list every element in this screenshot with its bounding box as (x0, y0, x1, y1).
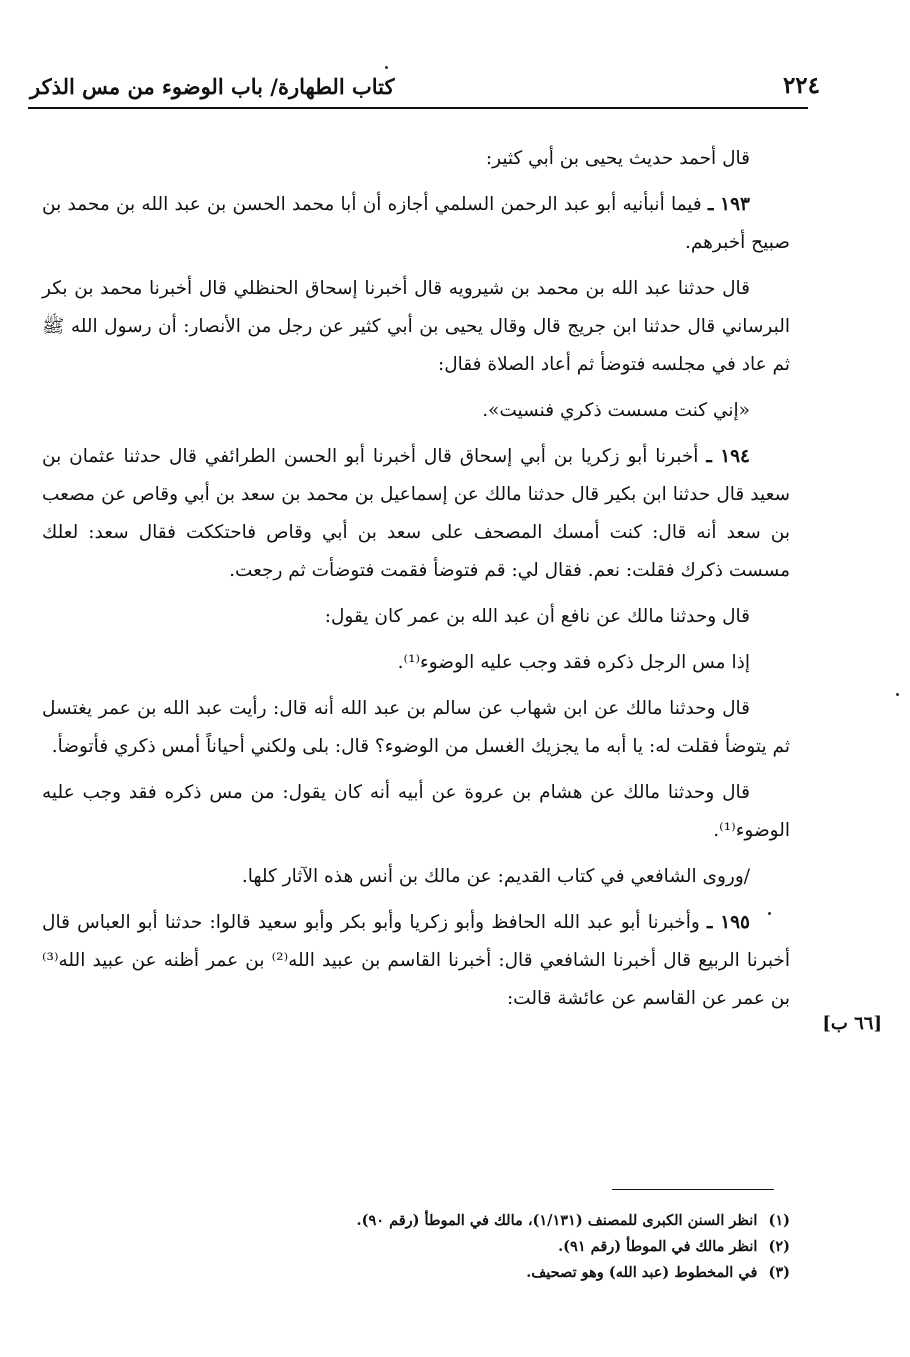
footnote-number: (٢) (768, 1238, 790, 1255)
scan-speck (385, 66, 388, 69)
paragraph-text: قال وحدثنا مالك عن هشام بن عروة عن أبيه أنه كان يقول: من مس ذكره فقد وجب عليه الوضوء⁽¹⁾. (42, 782, 790, 841)
paragraph (42, 690, 790, 766)
footnote (150, 1260, 790, 1286)
paragraph-text: إذا مس الرجل ذكره فقد وجب عليه الوضوء⁽¹⁾. (397, 652, 750, 673)
paragraph-text: قال وحدثنا مالك عن ابن شهاب عن سالم بن عبد الله أنه قال: رأيت عبد الله بن عمر يغتسل ثم يتوضأ فقلت له: يا أبه ما يجزيك الغسل من الوضوء؟ قال: بلى ولكني أحياناً أمس ذكري فأتوضأ. (42, 698, 790, 757)
footnote-text: انظر السنن الكبرى للمصنف (١/١٣١)، مالك في الموطأ (رقم ٩٠). (356, 1212, 758, 1229)
paragraph (42, 774, 790, 850)
hadith-number: ١٩٣ ـ (707, 194, 750, 215)
scan-speck (768, 912, 771, 915)
paragraph-text: أخبرنا أبو زكريا بن أبي إسحاق قال أخبرنا أبو الحسن الطرائفي قال حدثنا عثمان بن سعيد قال حدثنا ابن بكير قال حدثنا مالك عن إسماعيل بن محمد بن سعد بن أبي وقاص عن مصعب بن سعد أنه قال: كنت أمسك المصحف على سعد بن أبي وقاص فاحتككت فقال سعد: لعلك مسست ذكرك فقلت: نعم. فقال لي: قم فتوضأ فقمت فتوضأت ثم رجعت. (42, 446, 790, 581)
footnote (150, 1234, 790, 1260)
footnote-text: انظر مالك في الموطأ (رقم ٩١). (558, 1238, 758, 1255)
paragraph-hadith-193 (42, 186, 790, 262)
paragraph-hadith-195 (42, 904, 790, 1018)
hadith-number: ١٩٥ ـ (707, 912, 750, 933)
page-number: ٢٢٤ (782, 72, 820, 99)
manuscript-folio-note: [٦٦ ب] (822, 1013, 882, 1034)
paragraph-hadith-194 (42, 438, 790, 590)
main-text (42, 140, 790, 1026)
paragraph (42, 858, 790, 896)
footnote-number: (٣) (768, 1264, 790, 1281)
paragraph-text: فيما أنبأنيه أبو عبد الرحمن السلمي أجازه أن أبا محمد الحسن بن عبد الله بن محمد بن صبيح أخبرهم. (42, 194, 790, 253)
paragraph (42, 392, 790, 430)
footnote-rule (612, 1189, 774, 1190)
scan-speck (896, 693, 899, 696)
running-title: كتاب الطهارة/ باب الوضوء من مس الذكر (30, 74, 395, 99)
paragraph (42, 598, 790, 636)
footnote-number: (١) (768, 1212, 790, 1229)
footnote (150, 1208, 790, 1234)
paragraph-text: «إني كنت مسست ذكري فنسيت». (482, 400, 750, 421)
footnotes (150, 1208, 790, 1286)
header-rule (28, 107, 808, 109)
paragraph-text: قال أحمد حديث يحيى بن أبي كثير: (485, 148, 750, 169)
page-header (30, 68, 820, 108)
paragraph (42, 644, 790, 682)
hadith-number: ١٩٤ ـ (706, 446, 750, 467)
paragraph-text: قال حدثنا عبد الله بن محمد بن شيرويه قال أخبرنا إسحاق الحنظلي قال أخبرنا محمد بن بكر البرساني قال حدثنا ابن جريج قال وقال يحيى بن أبي كثير عن رجل من الأنصار: أن رسول الله ﷺ ثم عاد في مجلسه فتوضأ ثم أعاد الصلاة فقال: (42, 278, 790, 375)
paragraph (42, 140, 790, 178)
footnote-text: في المخطوط (عبد الله) وهو تصحيف. (526, 1264, 758, 1281)
paragraph-text: وأخبرنا أبو عبد الله الحافظ وأبو زكريا وأبو بكر وأبو سعيد قالوا: حدثنا أبو العباس قال أخبرنا الربيع قال أخبرنا الشافعي قال: أخبرنا القاسم بن عبيد الله⁽²⁾ بن عمر أظنه عن عبيد الله⁽³⁾ بن عمر عن القاسم عن عائشة قالت: (42, 912, 790, 1009)
paragraph-text: /وروى الشافعي في كتاب القديم: عن مالك بن أنس هذه الآثار كلها. (241, 866, 750, 887)
paragraph (42, 270, 790, 384)
paragraph-text: قال وحدثنا مالك عن نافع أن عبد الله بن عمر كان يقول: (324, 606, 750, 627)
